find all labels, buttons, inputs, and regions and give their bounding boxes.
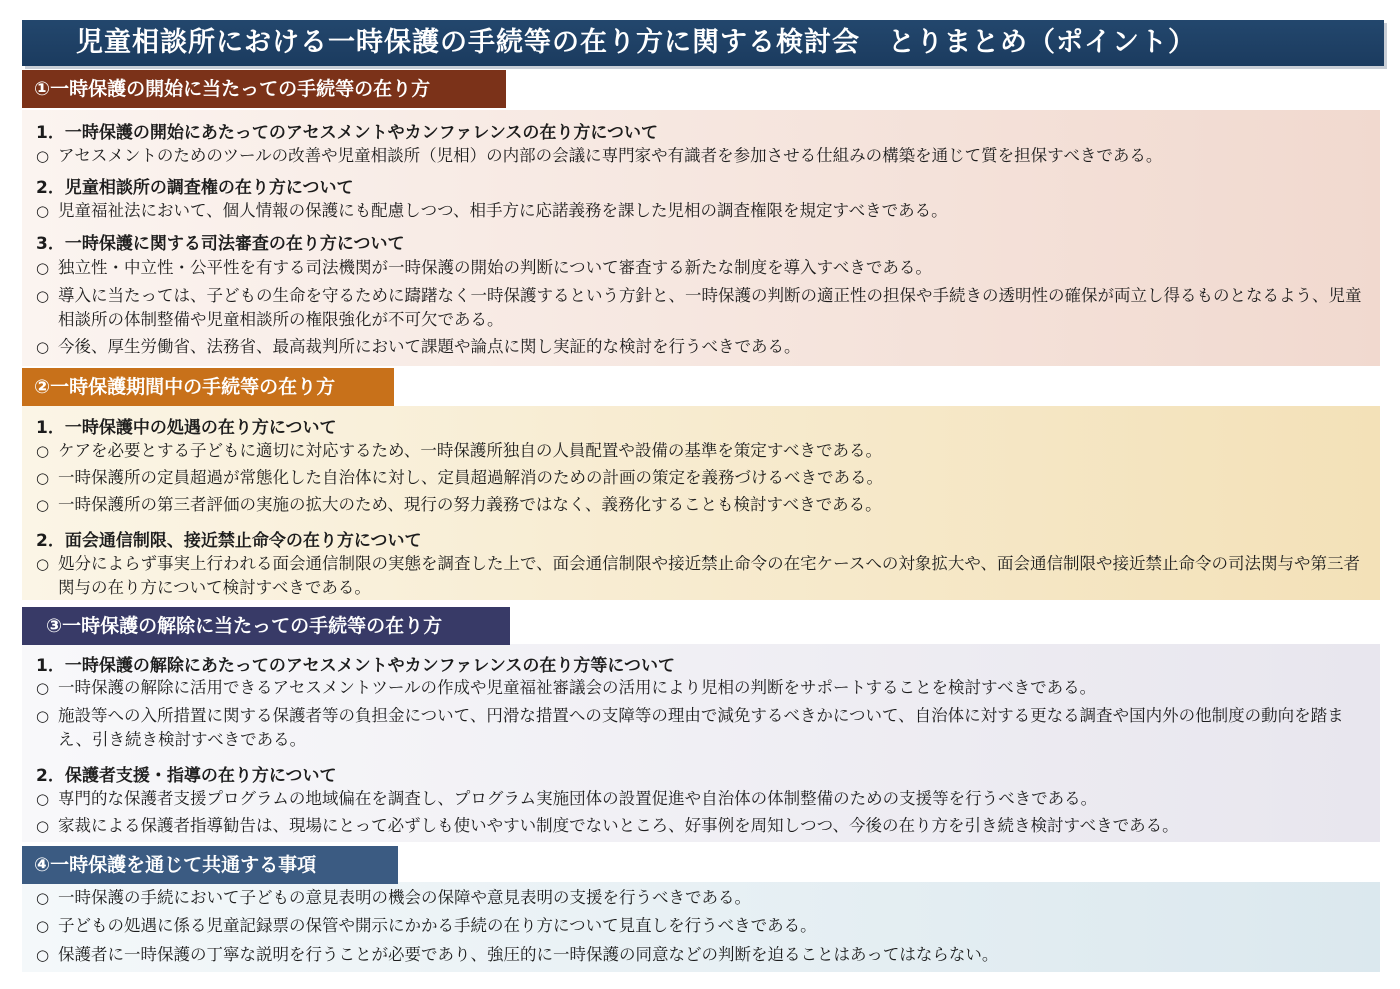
list-item bbox=[36, 335, 1376, 359]
section-2-sub-2-heading: 2．面会通信制限、接近禁止命令の在り方について bbox=[36, 531, 422, 551]
section-3-header-label: ③一時保護の解除に当たっての手続等の在り方 bbox=[46, 615, 443, 637]
bullet-circle-icon: ○ bbox=[36, 338, 50, 356]
list-item-text: アセスメントのためのツールの改善や児童相談所（児相）の内部の会議に専門家や有識者を参加させる仕組みの構築を通じて質を担保すべきである。 bbox=[58, 146, 1163, 165]
bullet-circle-icon: ○ bbox=[36, 790, 50, 808]
section-3-sub-2-heading: 2．保護者支援・指導の在り方について bbox=[36, 766, 337, 786]
list-item bbox=[36, 787, 1376, 811]
list-item-text: 子どもの処遇に係る児童記録票の保管や開示にかかる手続の在り方について見直しを行うべきである。 bbox=[58, 916, 817, 935]
list-item bbox=[36, 199, 1376, 223]
title-bar bbox=[22, 20, 1384, 66]
section-3-header bbox=[22, 607, 510, 645]
list-item-text: 導入に当たっては、子どもの生命を守るために躊躇なく一時保護するという方針と、一時保護の判断の適正性の担保や手続きの透明性の確保が両立し得るものとなるよう、児童相談所の体制整備や児童相談所の権限強化が不可欠である。 bbox=[58, 286, 1362, 329]
list-item bbox=[36, 144, 1376, 168]
list-item bbox=[36, 676, 1376, 700]
bullet-circle-icon: ○ bbox=[36, 817, 50, 835]
bullet-circle-icon: ○ bbox=[36, 889, 50, 907]
section-2-sub-1-heading: 1．一時保護中の処遇の在り方について bbox=[36, 418, 337, 438]
list-item bbox=[36, 814, 1376, 838]
section-4-header-label: ④一時保護を通じて共通する事項 bbox=[34, 854, 317, 876]
section-1-sub-1-heading: 1．一時保護の開始にあたってのアセスメントやカンファレンスの在り方について bbox=[36, 123, 659, 143]
list-item-text: 施設等への入所措置に関する保護者等の負担金について、円滑な措置への支障等の理由で減免するべきかについて、自治体に対する更なる調査や国内外の他制度の動向を踏まえ、引き続き検討すべきである。 bbox=[58, 706, 1344, 749]
section-1-header bbox=[22, 70, 506, 108]
bullet-circle-icon: ○ bbox=[36, 147, 50, 165]
bullet-circle-icon: ○ bbox=[36, 202, 50, 220]
list-item-text: 専門的な保護者支援プログラムの地域偏在を調査し、プログラム実施団体の設置促進や自治体の体制整備のための支援等を行うべきである。 bbox=[58, 789, 1098, 808]
list-item-text: 一時保護の手続において子どもの意見表明の機会の保障や意見表明の支援を行うべきである。 bbox=[58, 888, 751, 907]
list-item-text: ケアを必要とする子どもに適切に対応するため、一時保護所独自の人員配置や設備の基準を策定すべきである。 bbox=[58, 441, 883, 460]
section-1-sub-3-heading: 3．一時保護に関する司法審査の在り方について bbox=[36, 234, 405, 254]
list-item bbox=[36, 466, 1376, 490]
bullet-circle-icon: ○ bbox=[36, 917, 50, 935]
section-3-sub-1-heading: 1．一時保護の解除にあたってのアセスメントやカンファレンスの在り方等について bbox=[36, 656, 676, 676]
list-item bbox=[36, 886, 1376, 910]
bullet-circle-icon: ○ bbox=[36, 287, 50, 305]
bullet-circle-icon: ○ bbox=[36, 496, 50, 514]
list-item bbox=[36, 914, 1376, 938]
list-item bbox=[36, 439, 1376, 463]
list-item-text: 一時保護所の定員超過が常態化した自治体に対し、定員超過解消のための計画の策定を義務づけるべきである。 bbox=[58, 468, 883, 487]
bullet-circle-icon: ○ bbox=[36, 707, 50, 725]
section-2-header bbox=[22, 368, 394, 406]
list-item-text: 一時保護所の第三者評価の実施の拡大のため、現行の努力義務ではなく、義務化することも検討すべきである。 bbox=[58, 495, 882, 514]
list-item-text: 今後、厚生労働省、法務省、最高裁判所において課題や論点に関し実証的な検討を行うべきである。 bbox=[58, 337, 801, 356]
section-1-sub-2-heading: 2．児童相談所の調査権の在り方について bbox=[36, 178, 354, 198]
list-item-text: 独立性・中立性・公平性を有する司法機関が一時保護の開始の判断について審査する新たな制度を導入すべきである。 bbox=[58, 258, 932, 277]
page-title: 児童相談所における一時保護の手続等の在り方に関する検討会 とりまとめ（ポイント） bbox=[76, 27, 1196, 58]
bullet-circle-icon: ○ bbox=[36, 679, 50, 697]
bullet-circle-icon: ○ bbox=[36, 469, 50, 487]
section-2-header-label: ②一時保護期間中の手続等の在り方 bbox=[34, 376, 336, 398]
list-item bbox=[36, 256, 1376, 280]
section-4-header bbox=[22, 846, 398, 884]
section-1-header-label: ①一時保護の開始に当たっての手続等の在り方 bbox=[34, 78, 431, 100]
list-item-text: 家裁による保護者指導勧告は、現場にとって必ずしも使いやすい制度でないところ、好事例を周知しつつ、今後の在り方を引き続き検討すべきである。 bbox=[58, 816, 1179, 835]
bullet-circle-icon: ○ bbox=[36, 442, 50, 460]
list-item bbox=[36, 704, 1376, 752]
list-item bbox=[36, 943, 1376, 967]
list-item bbox=[36, 552, 1376, 600]
list-item-text: 保護者に一時保護の丁寧な説明を行うことが必要であり、強圧的に一時保護の同意などの判断を迫ることはあってはならない。 bbox=[58, 945, 999, 964]
list-item-text: 一時保護の解除に活用できるアセスメントツールの作成や児童福祉審議会の活用により児相の判断をサポートすることを検討すべきである。 bbox=[58, 678, 1097, 697]
list-item-text: 処分によらず事実上行われる面会通信制限の実態を調査した上で、面会通信制限や接近禁止命令の在宅ケースへの対象拡大や、面会通信制限や接近禁止命令の司法関与や第三者関与の在り方について検討すべきである。 bbox=[58, 554, 1361, 597]
list-item bbox=[36, 493, 1376, 517]
bullet-circle-icon: ○ bbox=[36, 555, 50, 573]
bullet-circle-icon: ○ bbox=[36, 259, 50, 277]
list-item-text: 児童福祉法において、個人情報の保護にも配慮しつつ、相手方に応諾義務を課した児相の調査権限を規定すべきである。 bbox=[58, 201, 948, 220]
list-item bbox=[36, 284, 1376, 332]
bullet-circle-icon: ○ bbox=[36, 946, 50, 964]
